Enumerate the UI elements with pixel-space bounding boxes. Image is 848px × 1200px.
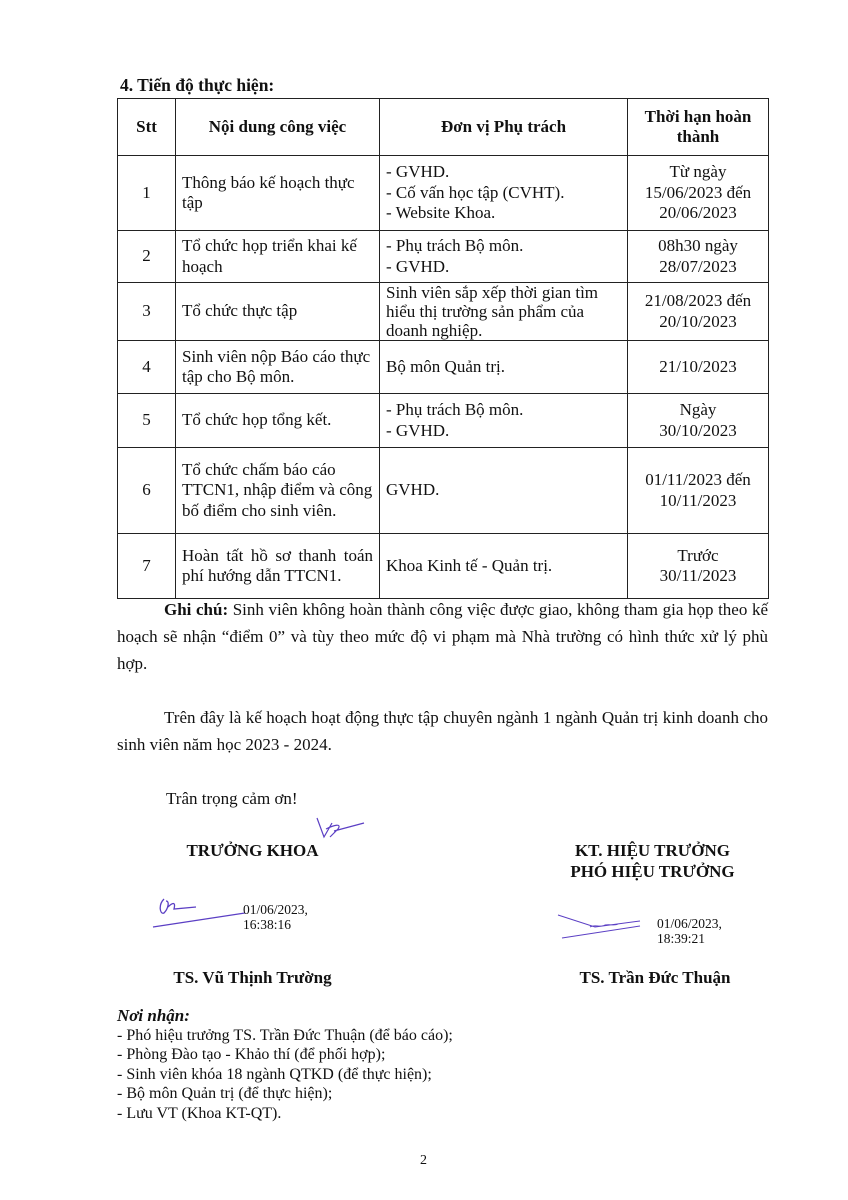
right-signer-title-1: KT. HIỆU TRƯỞNG: [574, 841, 731, 860]
header-deadline: Thời hạn hoàn thành: [628, 99, 769, 156]
owner-line: Sinh viên sắp xếp thời gian tìm hiểu thị trường sản phẩm của doanh nghiệp.: [386, 283, 599, 340]
section-heading: 4. Tiến độ thực hiện:: [120, 75, 275, 95]
left-time: 16:38:16: [243, 917, 292, 932]
deadline-line: Ngày: [679, 400, 717, 419]
row-stt: 3: [118, 283, 176, 341]
header-task: Nội dung công việc: [176, 99, 380, 156]
owner-line: - Cố vấn học tập (CVHT).: [386, 182, 565, 202]
left-signature-icon: [150, 895, 245, 935]
left-sign-date: [243, 902, 308, 932]
header-stt: Stt: [118, 99, 176, 156]
owner-line: - GVHD.: [386, 420, 450, 440]
note-text: Sinh viên không hoàn thành công việc được giao, không tham gia họp theo kế hoạch sẽ nhận “điểm 0” và tùy theo mức độ vi phạm mà Nhà trường có hình thức xử lý phù hợp.: [117, 600, 768, 673]
recipient-item: - Lưu VT (Khoa KT-QT).: [117, 1104, 282, 1122]
row-owner: [380, 156, 628, 231]
recipient-item: - Phó hiệu trưởng TS. Trần Đức Thuận (để báo cáo);: [117, 1026, 453, 1044]
row-owner: [380, 448, 628, 534]
owner-line: Khoa Kinh tế - Quản trị.: [386, 555, 553, 575]
deadline-line: 30/11/2023: [659, 566, 737, 585]
table-row: [118, 394, 769, 448]
row-stt: 7: [118, 534, 176, 599]
row-deadline: [628, 448, 769, 534]
row-stt: 2: [118, 231, 176, 283]
row-deadline: [628, 283, 769, 341]
right-signature-icon: [555, 912, 645, 942]
schedule-table: [117, 98, 769, 599]
recipient-item: - Bộ môn Quản trị (để thực hiện);: [117, 1085, 333, 1103]
row-stt: 4: [118, 341, 176, 394]
left-date: 01/06/2023,: [243, 902, 308, 917]
thanks-text: Trân trọng cảm ơn!: [166, 789, 298, 808]
recipients-label: Nơi nhận:: [117, 1006, 190, 1025]
row-task: Tổ chức chấm báo cáo TTCN1, nhập điểm và công bố điểm cho sinh viên.: [176, 448, 380, 534]
deadline-line: 21/08/2023 đến: [644, 291, 752, 310]
note-label: Ghi chú:: [164, 600, 229, 619]
owner-line: - GVHD.: [386, 256, 450, 276]
deadline-line: 30/10/2023: [659, 420, 737, 440]
right-signer-name: TS. Trần Đức Thuận: [579, 968, 731, 987]
table-row: [118, 448, 769, 534]
owner-line: - Phụ trách Bộ môn.: [386, 236, 524, 255]
table-row: [118, 534, 769, 599]
deadline-line: 21/10/2023: [659, 356, 737, 376]
row-deadline: [628, 394, 769, 448]
table-row: [118, 341, 769, 394]
row-owner: [380, 341, 628, 394]
deadline-line: 20/06/2023: [659, 203, 737, 223]
recipient-item: - Sinh viên khóa 18 ngành QTKD (để thực hiện);: [117, 1065, 432, 1083]
owner-line: - GVHD.: [386, 162, 450, 182]
page-number: 2: [420, 1153, 427, 1168]
owner-line: - Phụ trách Bộ môn.: [386, 400, 524, 419]
row-task: Hoàn tất hồ sơ thanh toán phí hướng dẫn TTCN1.: [176, 534, 380, 599]
owner-line: Bộ môn Quản trị.: [386, 356, 505, 376]
row-owner: [380, 394, 628, 448]
row-owner: [380, 231, 628, 283]
left-signer-title: TRƯỞNG KHOA: [186, 841, 319, 860]
deadline-line: 15/06/2023 đến: [644, 182, 752, 202]
table-row: [118, 231, 769, 283]
right-signer-title-2: PHÓ HIỆU TRƯỞNG: [570, 862, 735, 881]
deadline-line: 10/11/2023: [659, 490, 737, 510]
row-deadline: [628, 156, 769, 231]
row-task: Tổ chức thực tập: [176, 283, 380, 341]
owner-line: - Website Khoa.: [386, 203, 496, 223]
row-task: Tổ chức họp triển khai kế hoạch: [176, 231, 380, 283]
deadline-line: 01/11/2023 đến: [645, 470, 751, 489]
owner-line: GVHD.: [386, 480, 440, 500]
deadline-line: 08h30 ngày: [658, 236, 738, 255]
row-stt: 6: [118, 448, 176, 534]
header-owner: Đơn vị Phụ trách: [380, 99, 628, 156]
row-task: Thông báo kế hoạch thực tập: [176, 156, 380, 231]
recipient-item: - Phòng Đào tạo - Khảo thí (để phối hợp);: [117, 1046, 386, 1064]
right-sign-date: [657, 916, 722, 946]
row-owner: [380, 283, 628, 341]
deadline-line: Từ ngày: [669, 162, 727, 182]
right-time: 18:39:21: [657, 931, 706, 946]
row-deadline: [628, 534, 769, 599]
row-stt: 1: [118, 156, 176, 231]
deadline-line: 20/10/2023: [659, 311, 737, 331]
note-paragraph: [117, 596, 768, 677]
row-task: Tổ chức họp tổng kết.: [176, 394, 380, 448]
left-signer-name: TS. Vũ Thịnh Trường: [173, 968, 332, 987]
row-task: Sinh viên nộp Báo cáo thực tập cho Bộ môn.: [176, 341, 380, 394]
deadline-line: 28/07/2023: [659, 256, 737, 276]
table-row: [118, 156, 769, 231]
table-row: [118, 283, 769, 341]
closing-paragraph: Trên đây là kế hoạch hoạt động thực tập chuyên ngành 1 ngành Quản trị kinh doanh cho sinh viên năm học 2023 - 2024.: [117, 708, 768, 754]
row-stt: 5: [118, 394, 176, 448]
table-header-row: [118, 99, 769, 156]
right-date: 01/06/2023,: [657, 916, 722, 931]
row-owner: [380, 534, 628, 599]
row-deadline: [628, 231, 769, 283]
deadline-line: Trước: [677, 545, 719, 565]
row-deadline: [628, 341, 769, 394]
recipients-block: [117, 1006, 453, 1124]
